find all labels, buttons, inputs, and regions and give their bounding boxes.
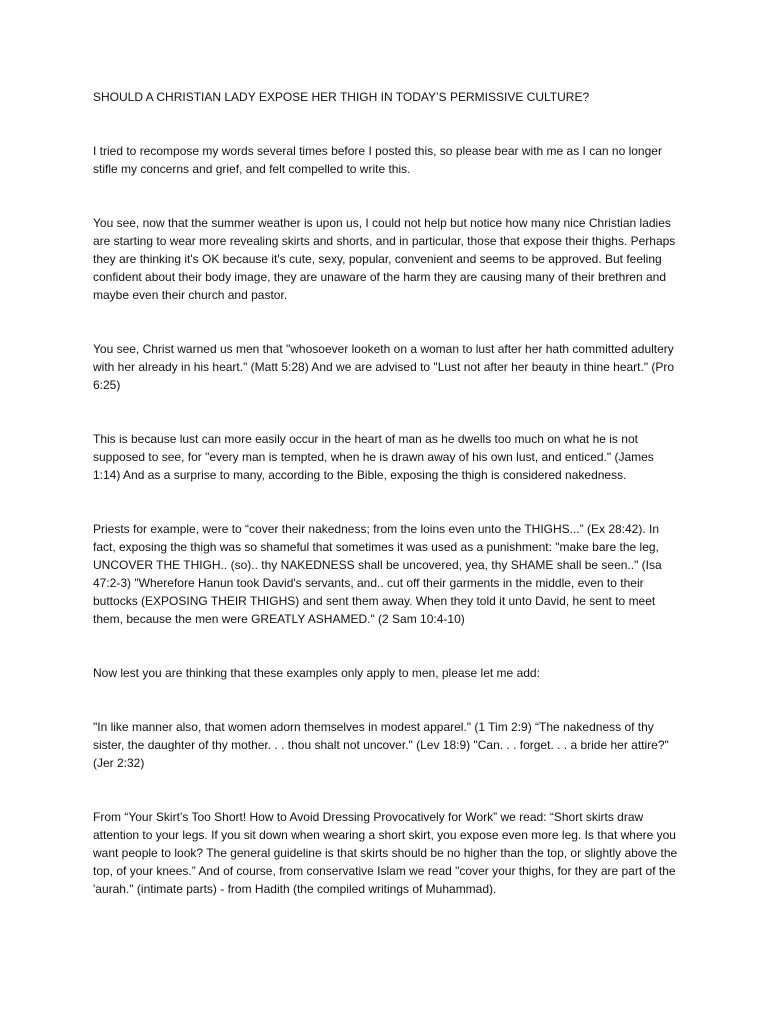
- paragraph-christ-warned: You see, Christ warned us men that "whosoever looketh on a woman to lust after her hath committed adultery with her already in his heart." (Matt 5:28) And we are advised to "Lust not after her beauty in thine heart." (Pro 6:25): [93, 342, 675, 392]
- paragraph-summer: You see, now that the summer weather is upon us, I could not help but notice how many nice Christian ladies are starting to wear more revealing skirts and shorts, and in particular, those that expose their thighs. Perhaps they are thinking it's OK because it's cute, sexy, popular, convenient and seems to be approved. But feeling confident about their body image, they are unaware of the harm they are causing many of their brethren and maybe even their church and pastor.: [93, 216, 676, 302]
- paragraph-priests: Priests for example, were to “cover their nakedness; from the loins even unto the THIGHS...” (Ex 28:42). In fact, exposing the thigh was so shameful that sometimes it was used as a punishment: "make bare the leg, UNCOVER THE THIGH.. (so).. thy NAKEDNESS shall be uncovered, yea, thy SHAME shall be seen.." (Isa 47:2-3) "Wherefore Hanun took David's servants, and.. cut off their garments in the middle, even to their buttocks (EXPOSING THEIR THIGHS) and sent them away. When they told it unto David, he sent to meet them, because the men were GREATLY ASHAMED." (2 Sam 10:4-10): [93, 522, 662, 626]
- document-title: SHOULD A CHRISTIAN LADY EXPOSE HER THIGH IN TODAY’S PERMISSIVE CULTURE?: [93, 90, 590, 104]
- document-body: [93, 88, 683, 934]
- paragraph-skirt-too-short: From “Your Skirt’s Too Short! How to Avoid Dressing Provocatively for Work” we read: “Short skirts draw attention to your legs. If you sit down when wearing a short skirt, you expose even more leg. Is that where you want people to look? The general guideline is that skirts should be no higher than the top, or slightly above the top, of your knees.” And of course, from conservative Islam we read "cover your thighs, for they are part of the 'aurah." (intimate parts) - from Hadith (the compiled writings of Muhammad).: [93, 810, 678, 896]
- paragraph-modest-apparel: "In like manner also, that women adorn themselves in modest apparel." (1 Tim 2:9) “The nakedness of thy sister, the daughter of thy mother. . . thou shalt not uncover." (Lev 18:9) "Can. . . forget. . . a bride her attire?" (Jer 2:32): [93, 720, 669, 770]
- paragraph-lust: This is because lust can more easily occur in the heart of man as he dwells too much on what he is not supposed to see, for "every man is tempted, when he is drawn away of his own lust, and enticed." (James 1:14) And as a surprise to many, according to the Bible, exposing the thigh is considered nakedness.: [93, 432, 654, 482]
- paragraph-lest: Now lest you are thinking that these examples only apply to men, please let me add:: [93, 666, 540, 680]
- paragraph-intro: I tried to recompose my words several times before I posted this, so please bear with me as I can no longer stifle my concerns and grief, and felt compelled to write this.: [93, 144, 662, 176]
